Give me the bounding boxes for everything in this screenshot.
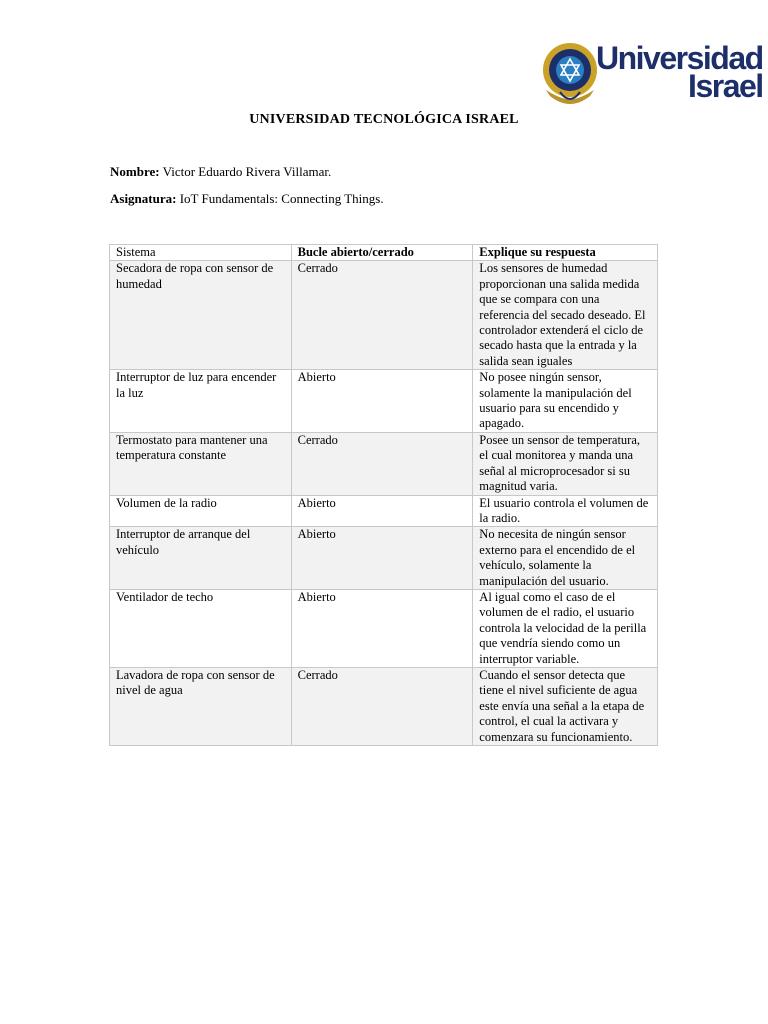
cell-sistema: Ventilador de techo <box>110 589 292 667</box>
subject-value: IoT Fundamentals: Connecting Things. <box>176 191 384 206</box>
cell-bucle: Abierto <box>291 370 473 433</box>
cell-sistema: Secadora de ropa con sensor de humedad <box>110 261 292 370</box>
cell-explicacion: Posee un sensor de temperatura, el cual monitorea y manda una señal al microprocesador si su magnitud varia. <box>473 432 658 495</box>
cell-explicacion: Al igual como el caso de el volumen de el radio, el usuario controla la velocidad de la perilla que vendría siendo como un interruptor variable. <box>473 589 658 667</box>
cell-sistema: Termostato para mantener una temperatura constante <box>110 432 292 495</box>
table-row <box>110 589 658 667</box>
cell-bucle: Abierto <box>291 495 473 527</box>
table-row <box>110 667 658 745</box>
university-logo <box>540 40 763 106</box>
header-bucle: Bucle abierto/cerrado <box>291 245 473 261</box>
cell-sistema: Volumen de la radio <box>110 495 292 527</box>
cell-bucle: Abierto <box>291 589 473 667</box>
header-sistema: Sistema <box>110 245 292 261</box>
logo-wordmark-line2: Israel <box>688 68 763 104</box>
control-loop-table <box>109 244 658 746</box>
student-name-value: Victor Eduardo Rivera Villamar. <box>159 164 332 179</box>
cell-explicacion: Los sensores de humedad proporcionan una salida medida que se compara con una referencia del secado deseado. El controlador extenderá el ciclo de secado hasta que la entrada y la salida sean iguales <box>473 261 658 370</box>
table-row <box>110 495 658 527</box>
subject-label: Asignatura: <box>110 191 177 206</box>
cell-explicacion: No necesita de ningún sensor externo para el encendido de el vehículo, solamente la manipulación del usuario. <box>473 527 658 590</box>
table-row <box>110 432 658 495</box>
cell-bucle: Cerrado <box>291 667 473 745</box>
cell-sistema: Lavadora de ropa con sensor de nivel de agua <box>110 667 292 745</box>
student-name-field <box>110 164 331 180</box>
cell-explicacion: El usuario controla el volumen de la radio. <box>473 495 658 527</box>
cell-bucle: Cerrado <box>291 432 473 495</box>
cell-explicacion: No posee ningún sensor, solamente la manipulación del usuario para su encendido y apagado. <box>473 370 658 433</box>
table-row <box>110 527 658 590</box>
cell-bucle: Abierto <box>291 527 473 590</box>
logo-wordmark <box>596 40 763 104</box>
cell-explicacion: Cuando el sensor detecta que tiene el nivel suficiente de agua este envía una señal a la etapa de control, el cual la activara y comenzara su funcionamiento. <box>473 667 658 745</box>
table-header-row <box>110 245 658 261</box>
document-title: UNIVERSIDAD TECNOLÓGICA ISRAEL <box>249 112 519 127</box>
cell-sistema: Interruptor de arranque del vehículo <box>110 527 292 590</box>
cell-bucle: Cerrado <box>291 261 473 370</box>
logo-wordmark-line1: Universidad <box>596 40 763 76</box>
header-explicacion: Explique su respuesta <box>473 245 658 261</box>
cell-sistema: Interruptor de luz para encender la luz <box>110 370 292 433</box>
subject-field <box>110 191 384 207</box>
table-row <box>110 370 658 433</box>
student-name-label: Nombre: <box>110 164 160 179</box>
table-row <box>110 261 658 370</box>
